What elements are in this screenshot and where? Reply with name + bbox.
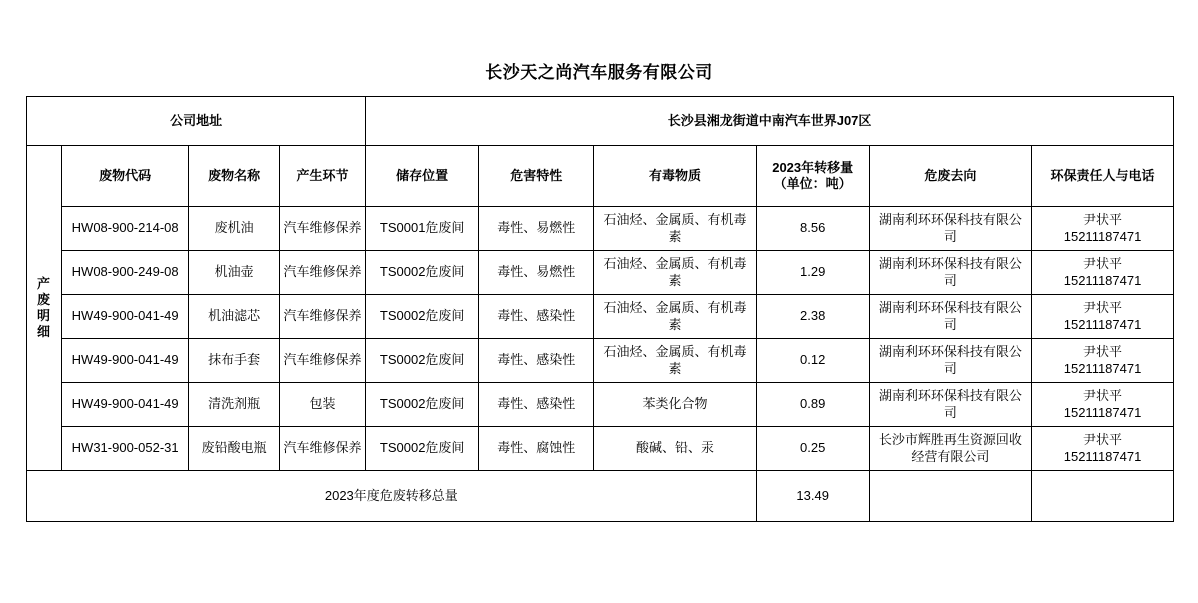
cell-hazard: 毒性、感染性 — [479, 339, 594, 383]
table-row — [27, 207, 1174, 251]
vertical-label-char-1: 产 — [36, 275, 51, 291]
cell-storage: TS0001危废间 — [366, 207, 479, 251]
cell-person-name: 尹状平 — [1083, 344, 1123, 360]
cell-name: 机油壶 — [189, 251, 279, 295]
cell-person — [1032, 427, 1174, 471]
cell-person-name: 尹状平 — [1083, 212, 1123, 228]
cell-name: 废机油 — [189, 207, 279, 251]
cell-destination: 湖南利环环保科技有限公司 — [869, 339, 1031, 383]
cell-stage: 汽车维修保养 — [279, 339, 365, 383]
cell-stage: 汽车维修保养 — [279, 295, 365, 339]
cell-person-phone: 15211187471 — [1063, 360, 1142, 376]
cell-hazard: 毒性、易燃性 — [479, 251, 594, 295]
cell-toxic: 石油烃、金属质、有机毒素 — [594, 295, 756, 339]
cell-stage: 包装 — [279, 383, 365, 427]
cell-code: HW49-900-041-49 — [61, 295, 188, 339]
cell-storage: TS0002危废间 — [366, 383, 479, 427]
page-title: 长沙天之尚汽车服务有限公司 — [485, 63, 713, 82]
table-header-row — [27, 146, 1174, 207]
column-header-amount-line1: 2023年转移量 — [772, 159, 854, 175]
cell-amount: 2.38 — [756, 295, 869, 339]
vertical-section-label — [27, 146, 62, 471]
cell-toxic: 石油烃、金属质、有机毒素 — [594, 339, 756, 383]
cell-storage: TS0002危废间 — [366, 295, 479, 339]
cell-code: HW49-900-041-49 — [61, 383, 188, 427]
cell-person-name: 尹状平 — [1083, 388, 1123, 404]
cell-person — [1032, 383, 1174, 427]
cell-person-name: 尹状平 — [1083, 300, 1123, 316]
cell-hazard: 毒性、易燃性 — [479, 207, 594, 251]
total-value: 13.49 — [756, 471, 869, 522]
total-blank-destination — [869, 471, 1031, 522]
vertical-label-char-4: 细 — [36, 324, 51, 340]
column-header-storage: 储存位置 — [366, 146, 479, 207]
cell-person-phone: 15211187471 — [1063, 316, 1142, 332]
cell-code: HW31-900-052-31 — [61, 427, 188, 471]
total-row — [27, 471, 1174, 522]
cell-person-name: 尹状平 — [1083, 256, 1123, 272]
table-row — [27, 295, 1174, 339]
cell-name: 清洗剂瓶 — [189, 383, 279, 427]
cell-destination: 长沙市辉胜再生资源回收经营有限公司 — [869, 427, 1031, 471]
cell-person-phone: 15211187471 — [1063, 404, 1142, 420]
cell-code: HW08-900-249-08 — [61, 251, 188, 295]
cell-amount: 0.25 — [756, 427, 869, 471]
cell-toxic: 苯类化合物 — [594, 383, 756, 427]
cell-person-name: 尹状平 — [1083, 432, 1123, 448]
cell-toxic: 酸碱、铅、汞 — [594, 427, 756, 471]
address-label: 公司地址 — [27, 97, 366, 146]
cell-name: 废铅酸电瓶 — [189, 427, 279, 471]
cell-name: 机油滤芯 — [189, 295, 279, 339]
column-header-hazard: 危害特性 — [479, 146, 594, 207]
cell-amount: 0.12 — [756, 339, 869, 383]
cell-stage: 汽车维修保养 — [279, 427, 365, 471]
table-row — [27, 251, 1174, 295]
cell-storage: TS0002危废间 — [366, 339, 479, 383]
cell-code: HW08-900-214-08 — [61, 207, 188, 251]
cell-stage: 汽车维修保养 — [279, 207, 365, 251]
cell-hazard: 毒性、感染性 — [479, 295, 594, 339]
cell-destination: 湖南利环环保科技有限公司 — [869, 251, 1031, 295]
cell-name: 抹布手套 — [189, 339, 279, 383]
cell-person-phone: 15211187471 — [1063, 228, 1142, 244]
table-row — [27, 427, 1174, 471]
column-header-amount-line2: （单位：吨） — [773, 176, 852, 191]
cell-person — [1032, 251, 1174, 295]
column-header-amount — [756, 146, 869, 207]
column-header-name: 废物名称 — [189, 146, 279, 207]
cell-person — [1032, 295, 1174, 339]
cell-toxic: 石油烃、金属质、有机毒素 — [594, 207, 756, 251]
hazardous-waste-table — [26, 96, 1174, 522]
cell-amount: 8.56 — [756, 207, 869, 251]
cell-person-phone: 15211187471 — [1063, 272, 1142, 288]
address-value: 长沙县湘龙街道中南汽车世界J07区 — [366, 97, 1174, 146]
cell-storage: TS0002危废间 — [366, 251, 479, 295]
cell-stage: 汽车维修保养 — [279, 251, 365, 295]
cell-code: HW49-900-041-49 — [61, 339, 188, 383]
cell-destination: 湖南利环环保科技有限公司 — [869, 383, 1031, 427]
address-row — [27, 97, 1174, 146]
column-header-code: 废物代码 — [61, 146, 188, 207]
cell-destination: 湖南利环环保科技有限公司 — [869, 295, 1031, 339]
column-header-toxic: 有毒物质 — [594, 146, 756, 207]
table-row — [27, 383, 1174, 427]
cell-hazard: 毒性、腐蚀性 — [479, 427, 594, 471]
total-label: 2023年度危废转移总量 — [27, 471, 757, 522]
total-blank-person — [1032, 471, 1174, 522]
column-header-person: 环保责任人与电话 — [1032, 146, 1174, 207]
cell-person-phone: 15211187471 — [1063, 448, 1142, 464]
vertical-label-char-3: 明 — [36, 308, 51, 323]
cell-person — [1032, 207, 1174, 251]
cell-destination: 湖南利环环保科技有限公司 — [869, 207, 1031, 251]
column-header-destination: 危废去向 — [869, 146, 1031, 207]
table-row — [27, 339, 1174, 383]
cell-toxic: 石油烃、金属质、有机毒素 — [594, 251, 756, 295]
cell-storage: TS0002危废间 — [366, 427, 479, 471]
column-header-stage: 产生环节 — [279, 146, 365, 207]
cell-amount: 0.89 — [756, 383, 869, 427]
cell-amount: 1.29 — [756, 251, 869, 295]
cell-person — [1032, 339, 1174, 383]
cell-hazard: 毒性、感染性 — [479, 383, 594, 427]
vertical-label-char-2: 废 — [36, 291, 51, 307]
